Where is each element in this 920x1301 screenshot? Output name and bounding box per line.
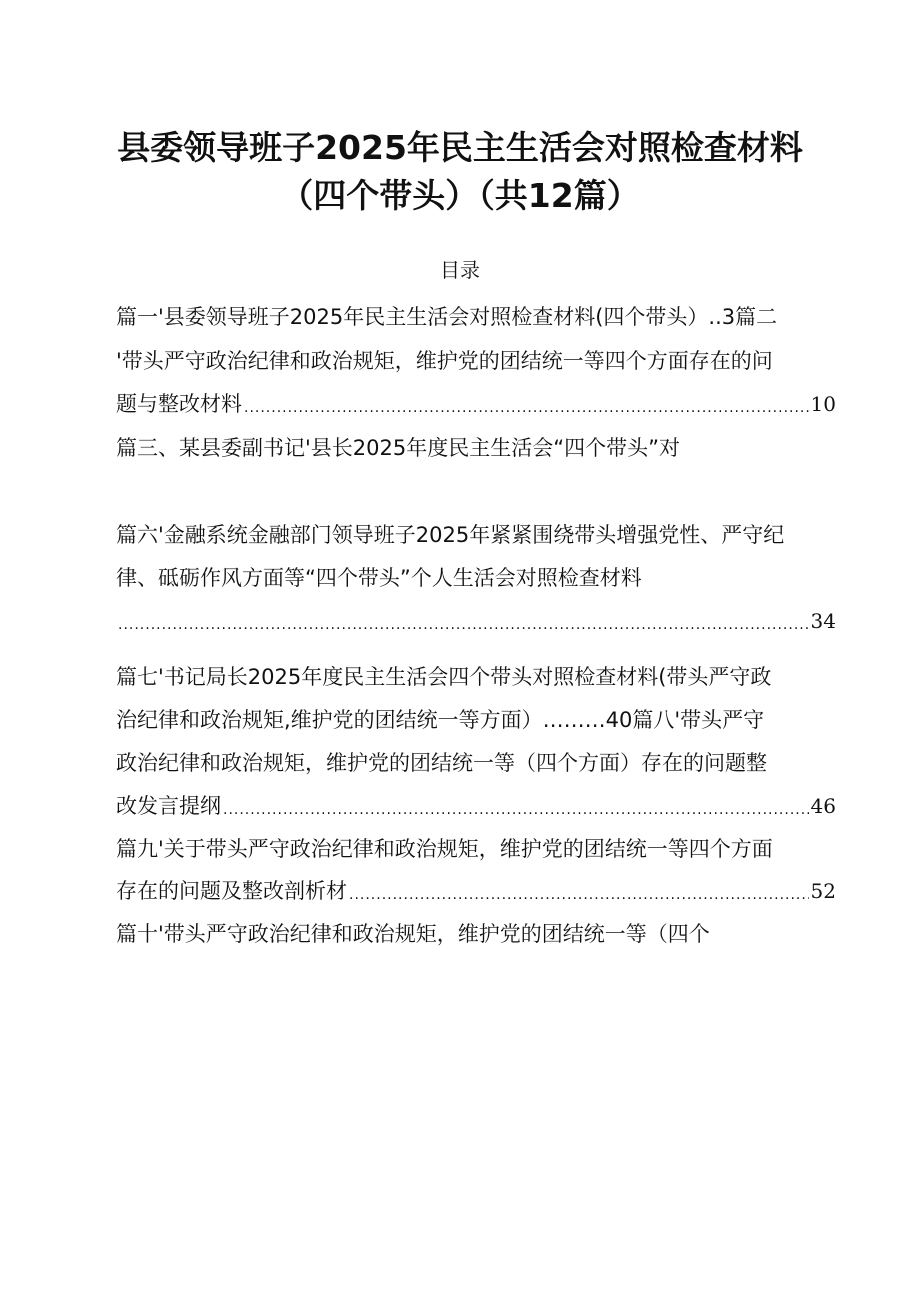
toc-entry-1-line-3[interactable] <box>116 389 836 419</box>
toc-entry-text: 存在的问题及整改剖析材 <box>116 879 347 903</box>
toc-entry-3-line-2[interactable]: 律、砥砺作风方面等“四个带头”个人生活会对照检查材料 <box>116 566 642 590</box>
document-title-line-2: （四个带头）（共12篇） <box>280 176 640 215</box>
dot-leader <box>223 799 809 821</box>
toc-heading: 目录 <box>440 258 480 282</box>
dot-leader <box>244 397 809 419</box>
toc-page-number: 52 <box>810 879 836 903</box>
toc-page-number: 34 <box>810 609 836 633</box>
toc-entry-5-line-2[interactable] <box>116 876 836 906</box>
toc-entry-text: 题与整改材料 <box>116 392 242 416</box>
dot-leader <box>349 884 809 906</box>
toc-entry-1-line-2[interactable]: '带头严守政治纪律和政治规矩，维护党的团结统一等四个方面存在的问 <box>116 349 773 373</box>
toc-entry-3-line-1[interactable]: 篇六'金融系统金融部门领导班子2025年紧紧围绕带头增强党性、严守纪 <box>116 523 785 547</box>
toc-entry-1-line-1[interactable]: 篇一'县委领导班子2025年民主生活会对照检查材料(四个带头）..3篇二 <box>116 305 778 329</box>
document-title-line-1: 县委领导班子2025年民主生活会对照检查材料 <box>117 128 803 167</box>
toc-entry-4-line-4[interactable] <box>116 791 836 821</box>
toc-entry-2-line-1[interactable]: 篇三、某县委副书记'县长2025年度民主生活会“四个带头”对 <box>116 436 680 460</box>
toc-page-number: 46 <box>810 794 836 818</box>
toc-entry-4-line-2[interactable]: 治纪律和政治规矩,维护党的团结统一等方面）………40篇八'带头严守 <box>116 708 765 732</box>
toc-entry-text: 改发言提纲 <box>116 794 221 818</box>
toc-entry-4-line-3[interactable]: 政治纪律和政治规矩，维护党的团结统一等（四个方面）存在的问题整 <box>116 751 767 775</box>
toc-page-number: 10 <box>810 392 836 416</box>
toc-entry-4-line-1[interactable]: 篇七'书记局长2025年度民主生活会四个带头对照检查材料(带头严守政 <box>116 665 772 689</box>
toc-entry-6-line-1[interactable]: 篇十'带头严守政治纪律和政治规矩，维护党的团结统一等（四个 <box>116 922 710 946</box>
dot-leader <box>118 614 809 636</box>
toc-entry-3-line-3[interactable] <box>116 606 836 636</box>
toc-entry-5-line-1[interactable]: 篇九'关于带头严守政治纪律和政治规矩，维护党的团结统一等四个方面 <box>116 837 773 861</box>
